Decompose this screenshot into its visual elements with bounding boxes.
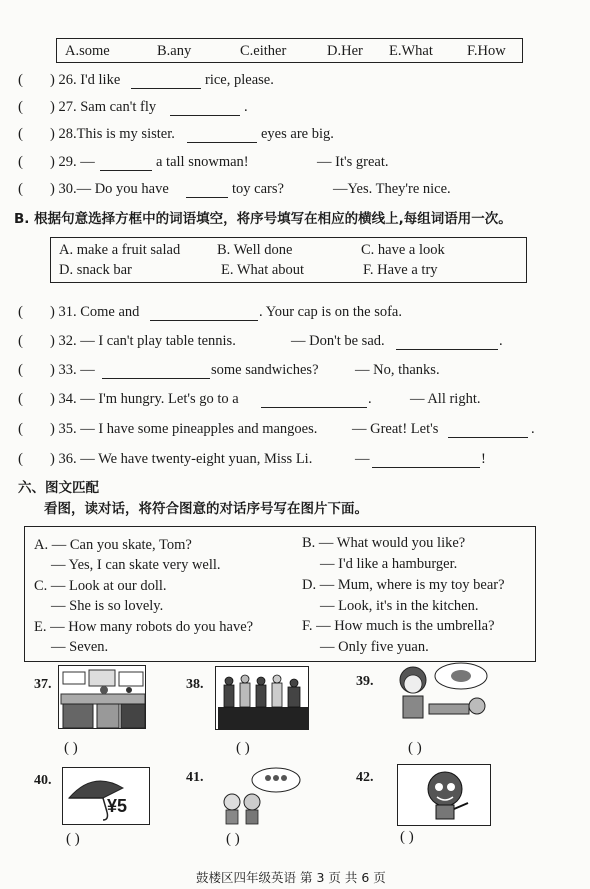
word-option: D. snack bar [59,262,132,278]
page-footer: 鼓楼区四年级英语 第 3 页 共 6 页 [196,870,386,885]
answer-parens-41[interactable]: ( ) [226,831,240,847]
picture-40-umbrella [62,767,150,825]
umbrella-price: ¥5 [107,796,128,816]
dialogue-f-line2: — Only five yuan. [320,639,429,655]
hamburger-illustration [395,660,493,730]
robots-illustration [216,667,309,730]
answer-blank[interactable] [261,393,367,408]
dialogue-e-line2: — Seven. [51,639,109,655]
word-option: E. What about [221,262,305,278]
dialogue-c-line1: C. — Look at our doll. [34,578,167,594]
picture-42-skate [397,764,491,826]
dialogue-b-line1: B. — What would you like? [302,535,466,551]
word-option: F.How [467,43,506,59]
skating-boy-illustration [398,765,491,826]
word-option: A.some [65,43,110,59]
answer-blank[interactable] [396,335,498,350]
picture-number: 39. [356,674,374,689]
dialogue-d-line2: — Look, it's in the kitchen. [320,598,479,614]
word-option: C. have a look [361,242,445,258]
answer-parens-40[interactable]: ( ) [66,831,80,847]
answer-blank[interactable] [372,453,480,468]
dialogue-b-line2: — I'd like a hamburger. [320,556,458,572]
answer-blank[interactable] [170,101,240,116]
section-6-title: 六、图文匹配 [18,480,99,496]
word-box-a [56,38,523,63]
word-option: B.any [157,43,192,59]
picture-38-robots [215,666,309,730]
answer-blank[interactable] [187,128,257,143]
word-option: C.either [240,43,287,59]
dialogue-f-line1: F. — How much is the umbrella? [302,618,495,634]
picture-number: 38. [186,677,204,692]
answer-parens-39[interactable]: ( ) [408,740,422,756]
picture-37-kitchen [58,665,146,729]
doll-illustration [218,766,302,826]
picture-number: 41. [186,770,204,785]
dialogue-a-line2: — Yes, I can skate very well. [51,557,221,573]
word-option: E.What [389,43,433,59]
word-option: F. Have a try [363,262,438,278]
answer-parens-38[interactable]: ( ) [236,740,250,756]
answer-blank[interactable] [102,364,210,379]
word-box-b [50,237,527,283]
dialogue-box [24,526,536,662]
answer-blank[interactable] [150,306,258,321]
section-6-instructions: 看图，读对话，将符合图意的对话序号写在图片下面。 [44,501,368,517]
answer-parens-37[interactable]: ( ) [64,740,78,756]
picture-39-hamburger [395,660,493,730]
dialogue-a-line1: A. — Can you skate, Tom? [34,537,192,553]
word-option: A. make a fruit salad [59,242,181,258]
answer-blank[interactable] [448,423,528,438]
answer-blank[interactable] [100,156,152,171]
section-b-title: B. 根据句意选择方框中的词语填空，将序号填写在相应的横线上,每组词语用一次。 [14,211,512,227]
answer-parens-42[interactable]: ( ) [400,829,414,845]
kitchen-illustration [59,666,146,729]
picture-41-doll [218,766,302,826]
dialogue-d-line1: D. — Mum, where is my toy bear? [302,577,505,593]
dialogue-c-line2: — She is so lovely. [51,598,164,614]
word-option: D.Her [327,43,363,59]
answer-blank[interactable] [186,183,228,198]
word-option: B. Well done [217,242,293,258]
answer-blank[interactable] [131,74,201,89]
picture-number: 37. [34,677,52,692]
picture-number: 40. [34,773,52,788]
dialogue-e-line1: E. — How many robots do you have? [34,619,254,635]
picture-number: 42. [356,770,374,785]
